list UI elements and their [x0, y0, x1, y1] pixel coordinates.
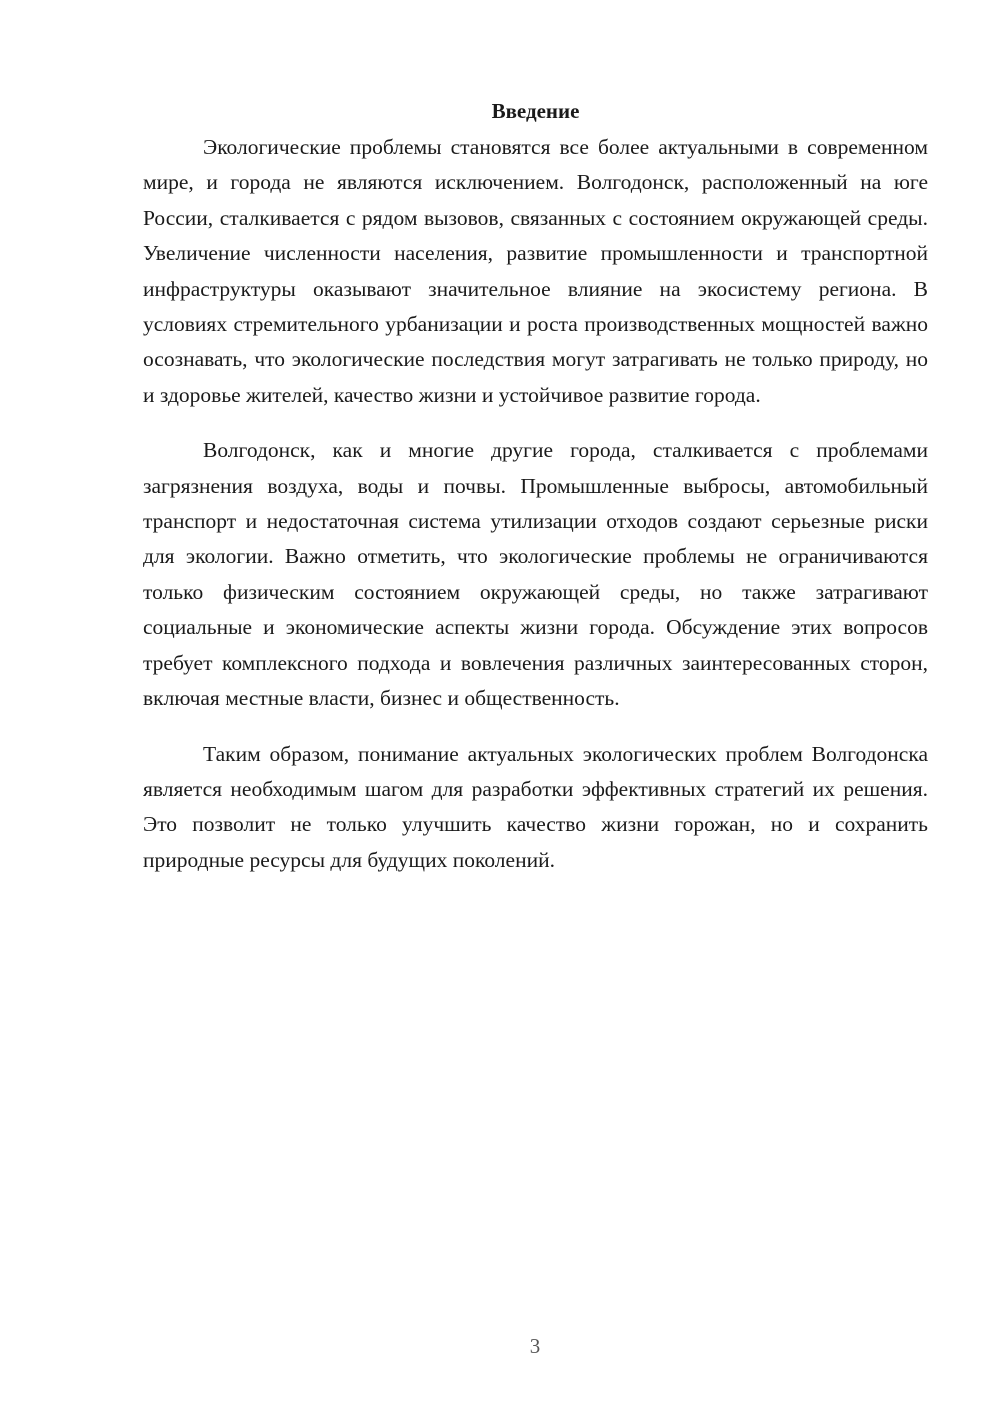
- section-title: Введение: [491, 99, 580, 123]
- paragraph-2: Волгодонск, как и многие другие города, сталкивается с проблемами загрязнения воздуха, воды и почвы. Промышленные выбросы, автомобильный транспорт и недостаточная система утилизации отходов создают серьезные риски для экологии. Важно отметить, что экологические проблемы не ограничиваются только физическим состоянием окружающей среды, но также затрагивают социальные и экономические аспекты жизни города. Обсуждение этих вопросов требует комплексного подхода и вовлечения различных заинтересованных сторон, включая местные власти, бизнес и общественность.: [143, 438, 928, 711]
- paragraph-3: Таким образом, понимание актуальных экологических проблем Волгодонска является необходимым шагом для разработки эффективных стратегий их решения. Это позволит не только улучшить качество жизни горожан, но и сохранить природные ресурсы для будущих поколений.: [143, 741, 928, 872]
- page-number: 3: [529, 1334, 541, 1358]
- paragraph-1: Экологические проблемы становятся все более актуальными в современном мире, и города не являются исключением. Волгодонск, расположенный на юге России, сталкивается с рядом вызовов, связанных с состоянием окружающей среды. Увеличение численности населения, развитие промышленности и транспортной инфраструктуры оказывают значительное влияние на экосистему региона. В условиях стремительного урбанизации и роста производственных мощностей важно осознавать, что экологические последствия могут затрагивать не только природу, но и здоровье жителей, качество жизни и устойчивое развитие города.: [143, 135, 928, 407]
- document-page: [143, 96, 928, 898]
